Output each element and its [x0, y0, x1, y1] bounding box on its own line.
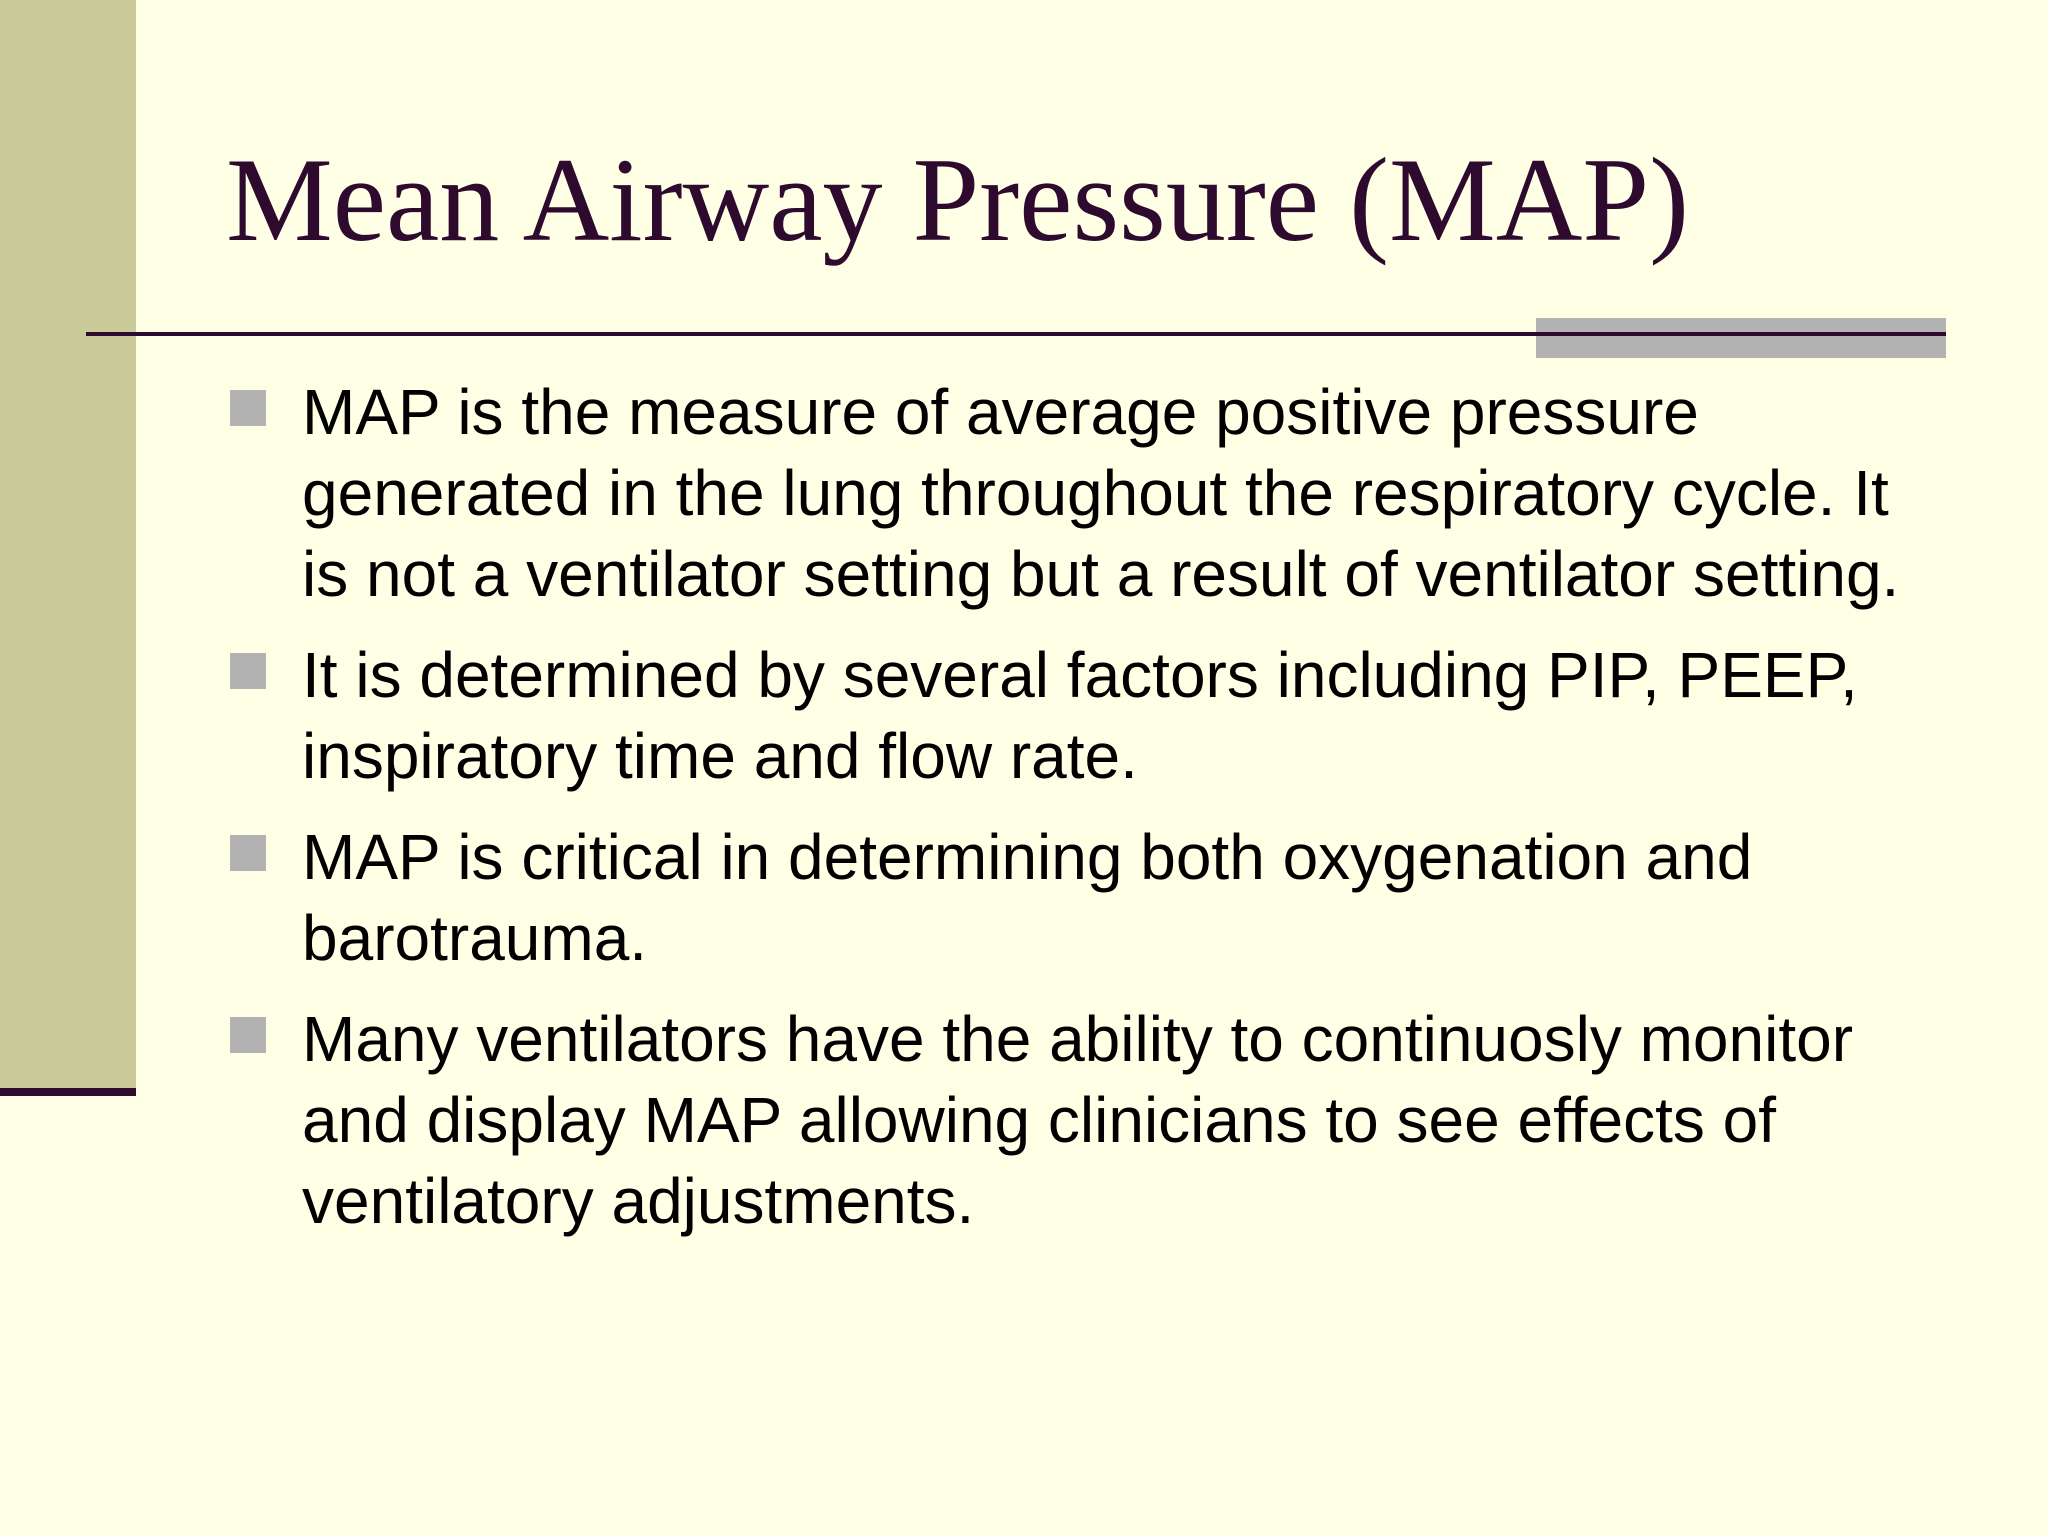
square-bullet-icon	[230, 835, 266, 871]
title-divider-accent	[1536, 318, 1946, 358]
bullet-list	[230, 372, 1920, 1262]
slide-title: Mean Airway Pressure (MAP)	[226, 133, 1690, 266]
title-divider-accent-line	[1536, 332, 1946, 336]
bullet-item	[230, 372, 1920, 615]
square-bullet-icon	[230, 653, 266, 689]
bullet-text: MAP is critical in determining both oxygenation and barotrauma.	[302, 821, 1753, 974]
left-bar-underline	[0, 1088, 136, 1096]
bullet-text: Many ventilators have the ability to continuosly monitor and display MAP allowing clinicians to see effects of ventilatory adjustments.	[302, 1003, 1853, 1237]
square-bullet-icon	[230, 390, 266, 426]
bullet-text: MAP is the measure of average positive pressure generated in the lung throughout the respiratory cycle. It is not a ventilator setting but a result of ventilator setting.	[302, 376, 1900, 610]
bullet-text: It is determined by several factors including PIP, PEEP, inspiratory time and flow rate.	[302, 639, 1858, 792]
bullet-item	[230, 635, 1920, 797]
square-bullet-icon	[230, 1017, 266, 1053]
bullet-item	[230, 999, 1920, 1242]
bullet-item	[230, 817, 1920, 979]
left-decorative-bar	[0, 0, 136, 1088]
